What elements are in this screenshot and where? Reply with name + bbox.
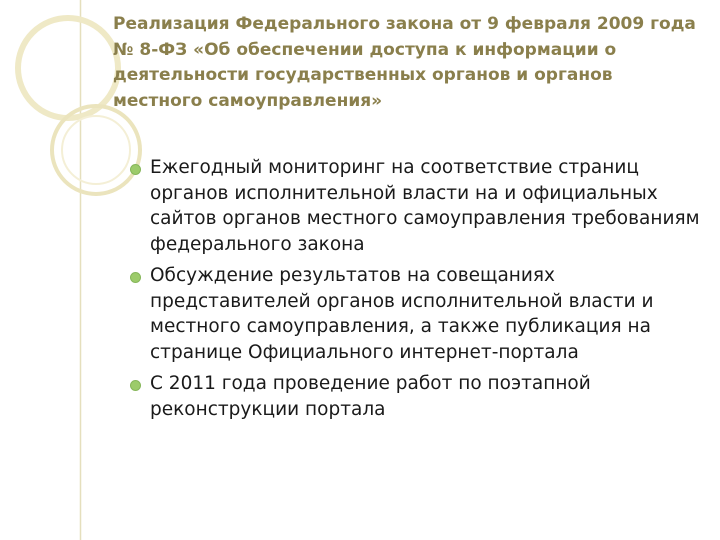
bullet-text: Обсуждение результатов на совещаниях представителей органов исполнительной власти и местного самоуправления, а также публикация на странице Официального интернет-портала	[150, 265, 654, 363]
list-item	[130, 371, 710, 422]
list-item	[130, 155, 710, 257]
slide-title: Реализация Федерального закона от 9 февраля 2009 года № 8-ФЗ «Об обеспечении доступа к информации о деятельности государственных органов и органов местного самоуправления»	[113, 14, 696, 111]
list-item	[130, 263, 710, 365]
bullet-text: С 2011 года проведение работ по поэтапной реконструкции портала	[150, 373, 591, 420]
bullet-list	[130, 155, 710, 428]
decorative-ring-medium	[52, 106, 140, 194]
bullet-text: Ежегодный мониторинг на соответствие страниц органов исполнительной власти на и официальных сайтов органов местного самоуправления требованиям федерального закона	[150, 157, 700, 255]
decorative-ring-inner	[62, 116, 130, 184]
bullet-dot-icon	[130, 272, 141, 283]
decorative-ring-large	[18, 18, 118, 118]
bullet-dot-icon	[130, 380, 141, 391]
bullet-dot-icon	[130, 164, 141, 175]
